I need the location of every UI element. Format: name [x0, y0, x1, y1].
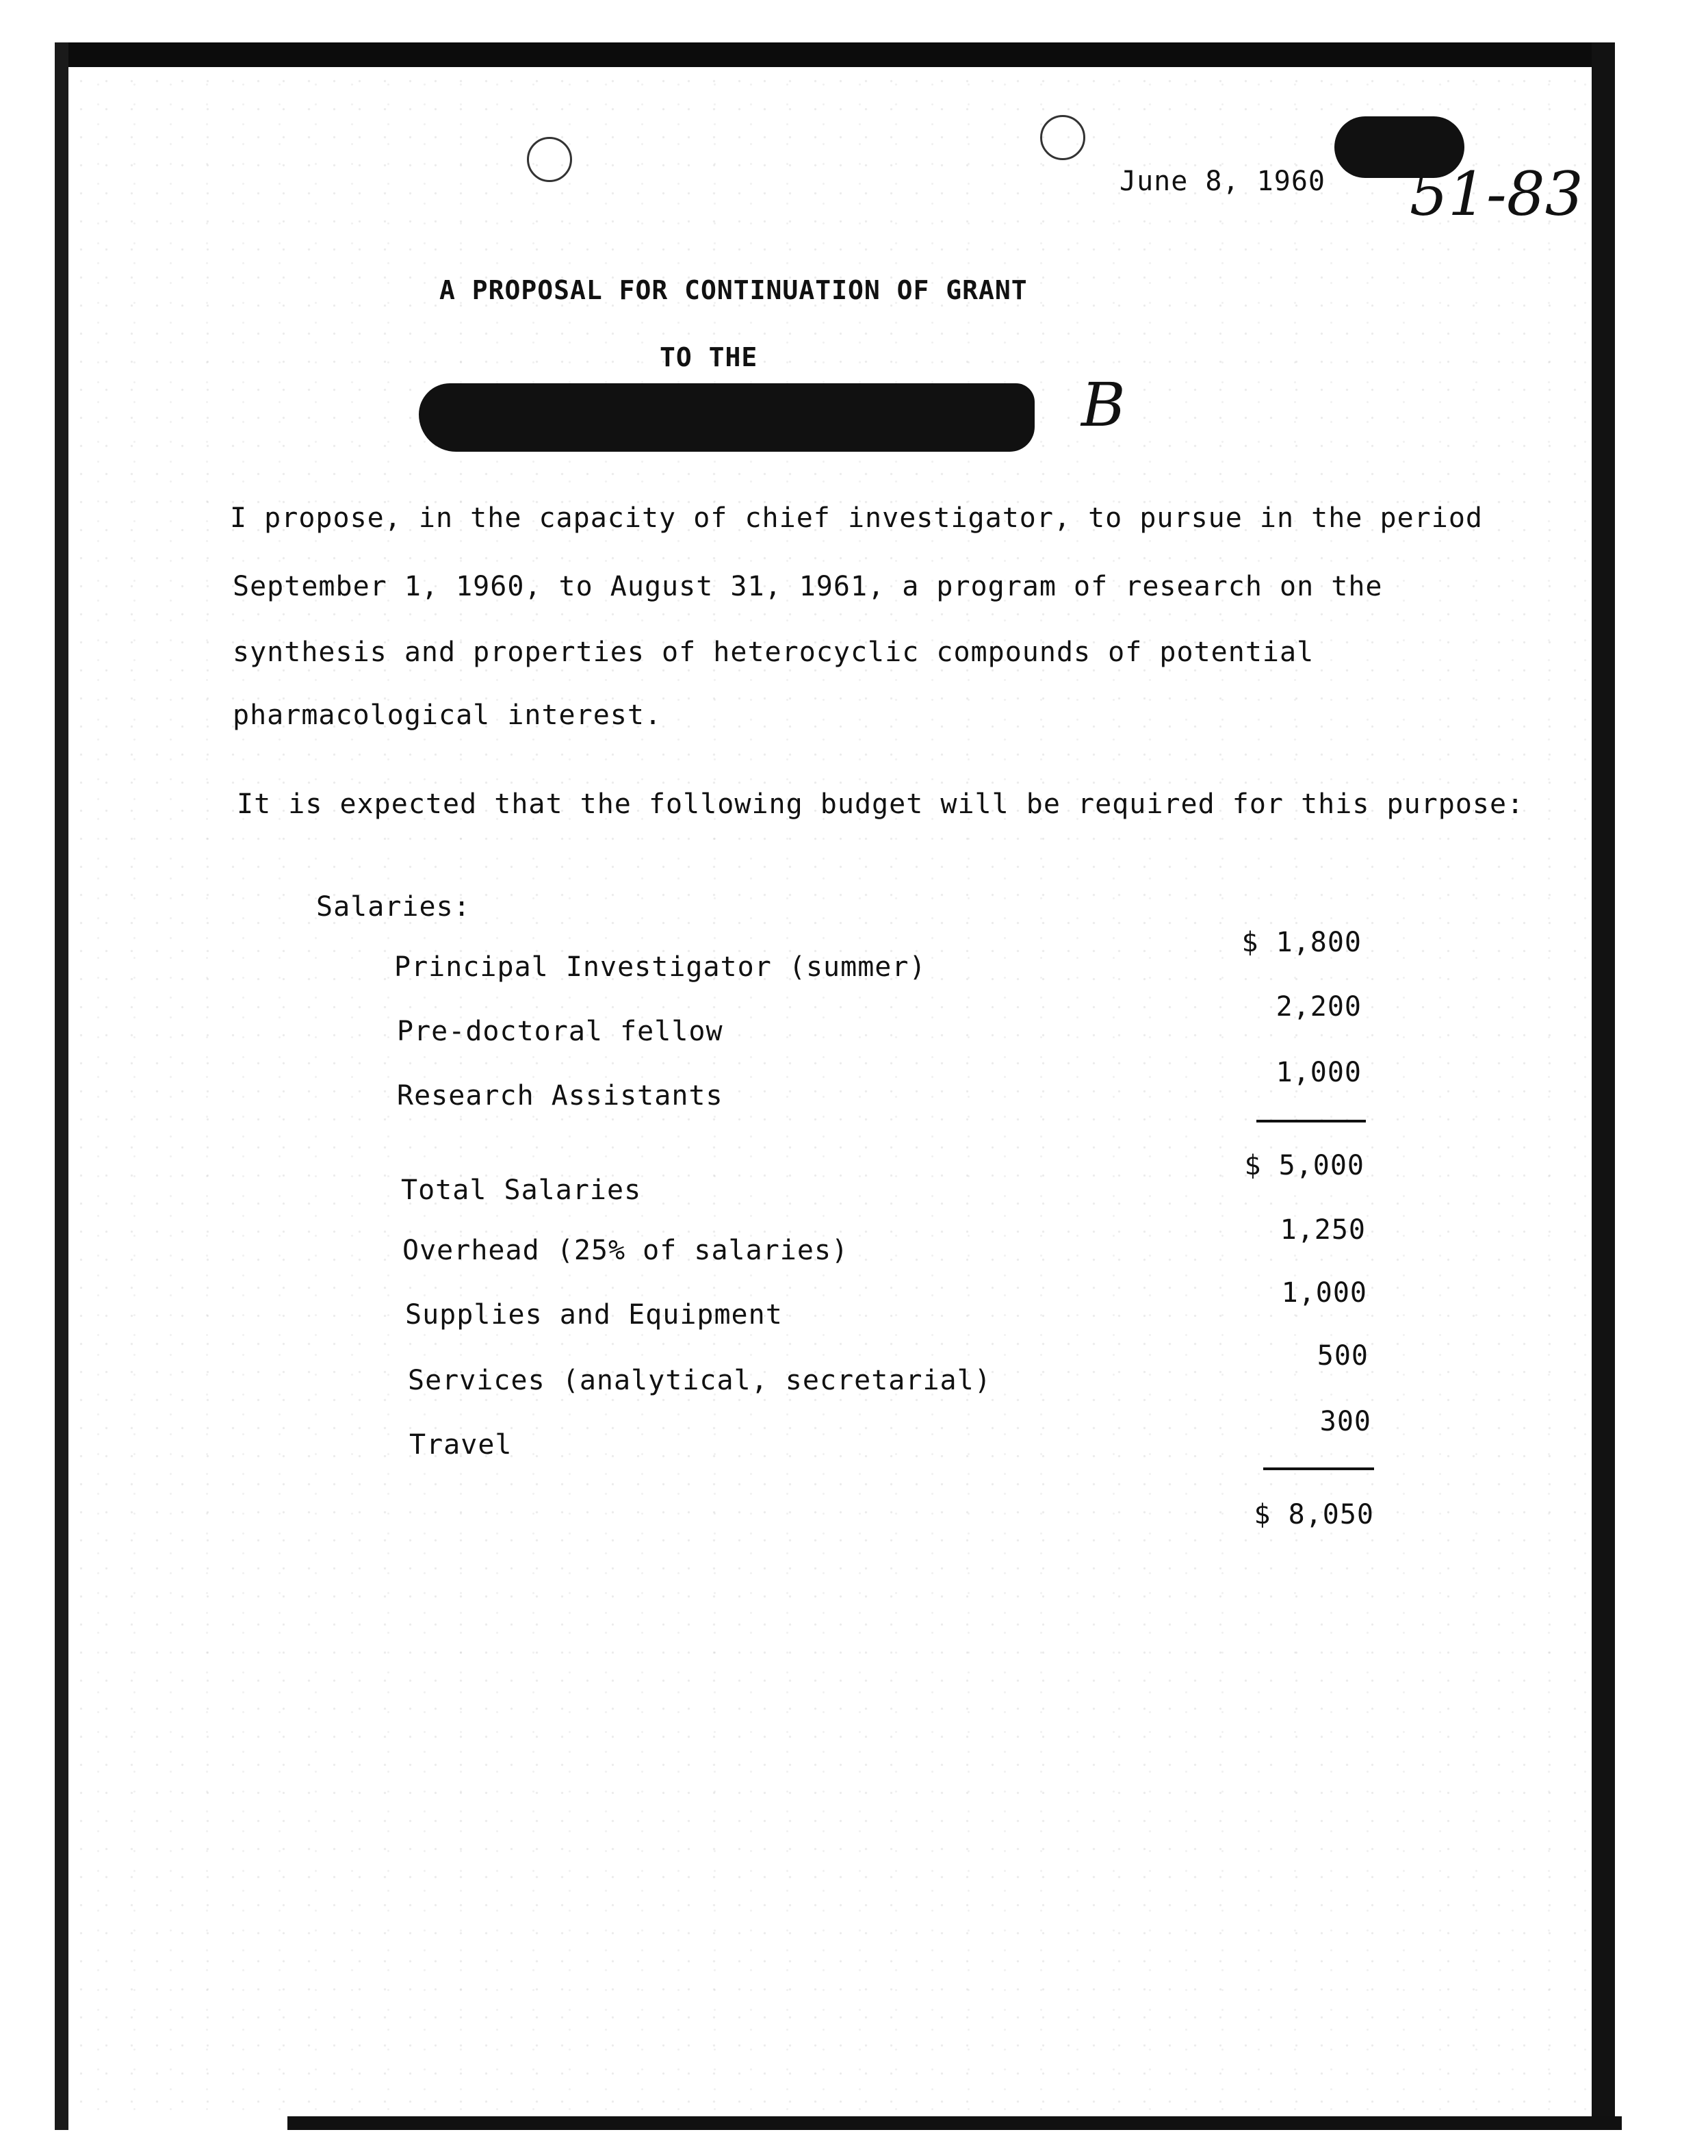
budget-item-amount: 1,000 — [1281, 1277, 1367, 1309]
budget-item-label: Total Salaries — [401, 1175, 642, 1206]
budget-item-label: Research Assistants — [397, 1080, 723, 1112]
scan-border-left — [55, 42, 68, 2130]
punch-hole-mark — [1040, 115, 1085, 160]
title-line-2: TO THE — [660, 342, 758, 372]
budget-item-label: Overhead (25% of salaries) — [402, 1235, 849, 1266]
budget-item-amount: $ 1,800 — [1241, 927, 1362, 958]
budget-intro: It is expected that the following budget will be required for this purpose: — [237, 788, 1525, 820]
body-line-2: September 1, 1960, to August 31, 1961, a program of research on the — [233, 571, 1383, 602]
scan-border-bottom — [287, 2116, 1622, 2130]
scan-border-top — [55, 42, 1615, 67]
handwritten-number: 51-83 — [1410, 159, 1583, 229]
redaction-block — [419, 383, 1035, 452]
punch-hole-mark — [527, 137, 572, 182]
title-line-1: A PROPOSAL FOR CONTINUATION OF GRANT — [439, 275, 1028, 305]
subtotal-rule — [1256, 1120, 1366, 1122]
handwritten-letter: B — [1081, 370, 1126, 440]
scan-noise — [68, 67, 1592, 2116]
document-date: June 8, 1960 — [1120, 166, 1325, 197]
total-rule — [1263, 1467, 1374, 1470]
budget-item-label: Principal Investigator (summer) — [394, 951, 927, 983]
salaries-heading: Salaries: — [316, 891, 471, 923]
budget-item-amount: 500 — [1317, 1340, 1369, 1372]
budget-item-label: Services (analytical, secretarial) — [408, 1365, 992, 1396]
budget-item-amount: $ 5,000 — [1244, 1150, 1364, 1181]
scan-border-right — [1592, 42, 1615, 2130]
budget-item-amount: 2,200 — [1276, 991, 1362, 1023]
body-line-1: I propose, in the capacity of chief investigator, to pursue in the period — [230, 502, 1483, 534]
body-line-4: pharmacological interest. — [233, 700, 662, 731]
budget-item-amount: 300 — [1319, 1406, 1371, 1437]
budget-item-label: Pre-doctoral fellow — [397, 1016, 723, 1047]
budget-item-amount: 1,000 — [1276, 1057, 1362, 1088]
grand-total-amount: $ 8,050 — [1254, 1499, 1374, 1530]
body-line-3: synthesis and properties of heterocyclic compounds of potential — [233, 637, 1315, 668]
budget-item-label: Travel — [409, 1429, 513, 1461]
budget-item-amount: 1,250 — [1280, 1214, 1366, 1246]
budget-item-label: Supplies and Equipment — [405, 1299, 783, 1331]
